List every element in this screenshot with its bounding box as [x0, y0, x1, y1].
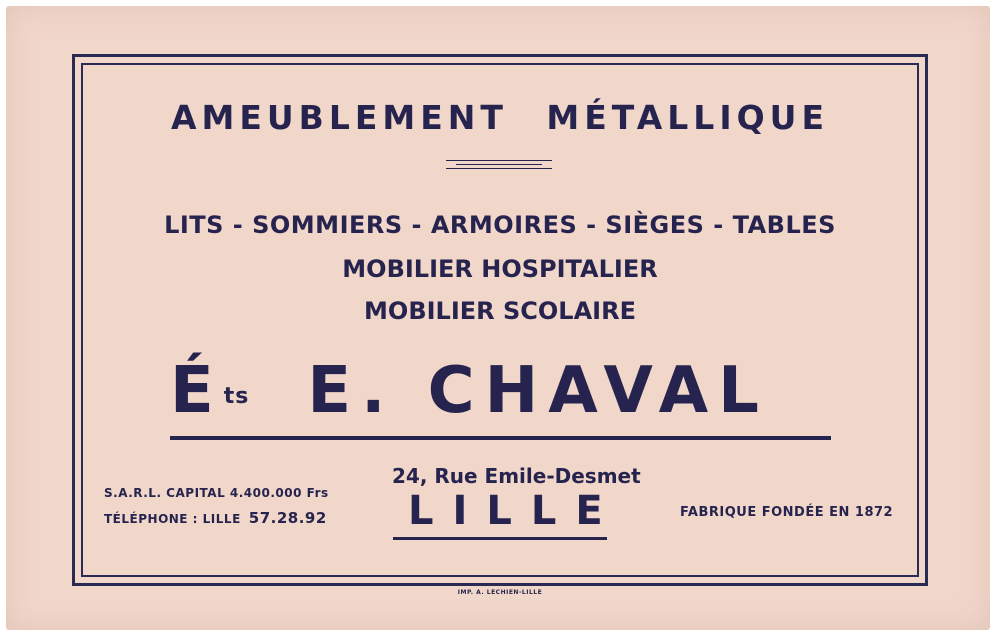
products-line: LITS - SOMMIERS - ARMOIRES - SIÈGES - TABLES: [164, 211, 836, 239]
phone-label: TÉLÉPHONE : LILLE: [104, 512, 241, 526]
printer-imprint: IMP. A. LECHIEN-LILLE: [457, 589, 543, 596]
city-underline: [393, 537, 607, 540]
school-furniture-line: MOBILIER SCOLAIRE: [364, 297, 636, 325]
city-name: LILLE: [408, 488, 622, 534]
phone-line: [104, 509, 329, 527]
founded-text: FABRIQUE FONDÉE EN 1872: [680, 505, 894, 520]
brand-prefix-superscript: ts: [223, 384, 250, 409]
brand-underline: [170, 436, 831, 440]
brand-prefix: $É^{ts}$: [170, 354, 250, 428]
address-block: [392, 464, 641, 534]
headline: AMEUBLEMENT MÉTALLIQUE: [170, 98, 830, 137]
street-address: 24, Rue Emile-Desmet: [392, 464, 641, 488]
company-info: [104, 486, 329, 527]
capital-text: S.A.R.L. CAPITAL 4.400.000 Frs: [104, 486, 329, 500]
hospital-furniture-line: MOBILIER HOSPITALIER: [342, 255, 658, 283]
phone-number: 57.28.92: [248, 509, 327, 527]
brand-name: [170, 352, 832, 430]
brand-company-name: E. CHAVAL: [307, 354, 769, 428]
ornament-divider: [446, 160, 552, 172]
